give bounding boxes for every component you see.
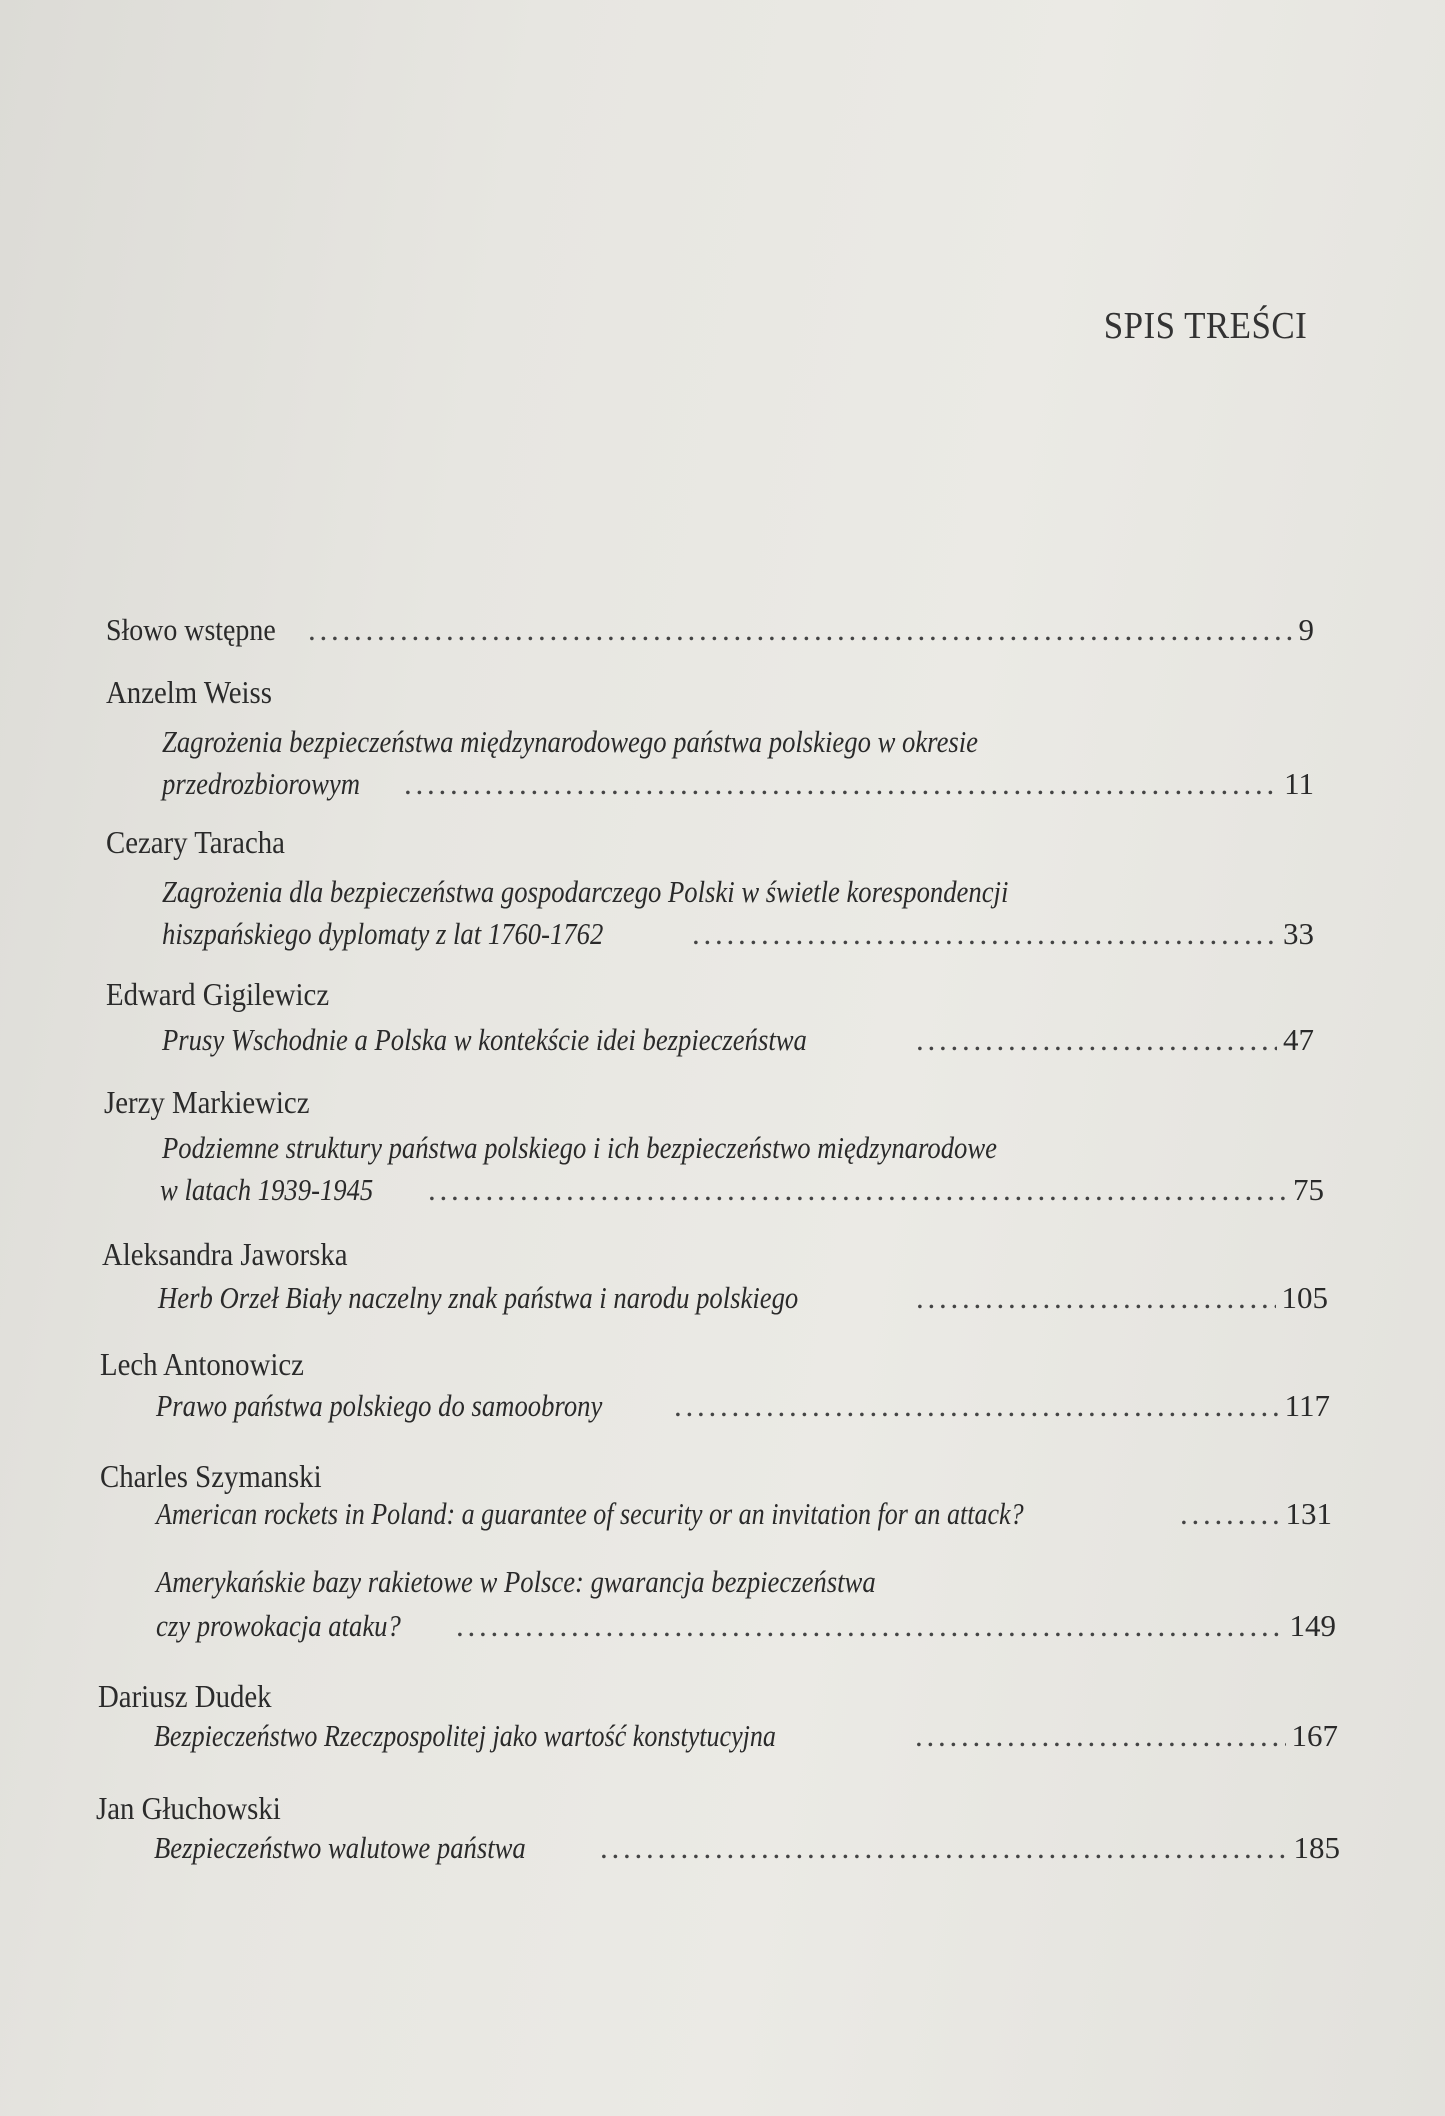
author-name: Dariusz Dudek xyxy=(98,1678,272,1714)
page-number: 47 xyxy=(1283,1022,1314,1057)
entry-title-line: Zagrożenia bezpieczeństwa międzynarodowego państwa polskiego w okresie xyxy=(162,724,979,759)
toc-entry[interactable] xyxy=(154,1720,1338,1751)
leader-dots xyxy=(404,768,1278,799)
author-name: Jerzy Markiewicz xyxy=(104,1084,310,1120)
page-number: 117 xyxy=(1284,1388,1330,1423)
entry-title-line: Zagrożenia dla bezpieczeństwa gospodarczego Polski w świetle korespondencji xyxy=(162,874,1009,909)
toc-entry[interactable] xyxy=(156,1610,1336,1641)
page-number: 131 xyxy=(1285,1496,1332,1531)
author-name: Cezary Taracha xyxy=(106,824,285,860)
leader-dots xyxy=(915,1720,1286,1751)
page-number: 75 xyxy=(1293,1172,1324,1207)
leader-dots xyxy=(600,1832,1288,1863)
toc-entry[interactable] xyxy=(154,1832,1340,1863)
toc-entry-preface[interactable] xyxy=(106,614,1314,645)
entry-title-line: Amerykańskie bazy rakietowe w Polsce: gwarancja bezpieczeństwa xyxy=(156,1564,876,1599)
page-number: 185 xyxy=(1293,1830,1340,1865)
author-name: Jan Głuchowski xyxy=(96,1790,281,1826)
toc-entry[interactable] xyxy=(156,1498,1332,1529)
page-number: 149 xyxy=(1289,1608,1336,1643)
page-title: SPIS TREŚCI xyxy=(1103,305,1307,347)
author-name: Edward Gigilewicz xyxy=(106,976,330,1012)
leader-dots xyxy=(428,1174,1287,1205)
entry-title-line: Herb Orzeł Biały naczelny znak państwa i narodu polskiego xyxy=(158,1280,799,1315)
toc-entry[interactable] xyxy=(156,1390,1330,1421)
author-name: Aleksandra Jaworska xyxy=(102,1236,348,1272)
entry-title-line: w latach 1939-1945 xyxy=(160,1172,374,1207)
leader-dots xyxy=(674,1390,1279,1421)
page-number: 11 xyxy=(1284,766,1314,801)
page-number: 9 xyxy=(1298,612,1314,647)
page-number: 167 xyxy=(1291,1718,1338,1753)
entry-title-line: Bezpieczeństwo walutowe państwa xyxy=(154,1830,526,1865)
entry-title-line: Prusy Wschodnie a Polska w kontekście idei bezpieczeństwa xyxy=(162,1022,807,1057)
entry-title-line: przedrozbiorowym xyxy=(162,766,360,801)
toc-entry[interactable] xyxy=(162,918,1314,949)
entry-title-line: Podziemne struktury państwa polskiego i ich bezpieczeństwo międzynarodowe xyxy=(162,1130,997,1165)
toc-entry[interactable] xyxy=(162,768,1314,799)
page-number: 105 xyxy=(1281,1280,1328,1315)
preface-label: Słowo wstępne xyxy=(106,612,276,647)
toc-entry[interactable] xyxy=(160,1174,1324,1205)
leader-dots xyxy=(1180,1498,1280,1529)
entry-title-line: hiszpańskiego dyplomaty z lat 1760-1762 xyxy=(162,916,604,951)
toc-entry[interactable] xyxy=(158,1282,1328,1313)
leader-dots xyxy=(456,1610,1284,1641)
entry-title-line: Bezpieczeństwo Rzeczpospolitej jako wartość konstytucyjna xyxy=(154,1718,776,1753)
entry-title-line: Prawo państwa polskiego do samoobrony xyxy=(156,1388,603,1423)
leader-dots xyxy=(308,614,1293,645)
page-number: 33 xyxy=(1283,916,1314,951)
leader-dots xyxy=(916,1024,1277,1055)
entry-title-line: czy prowokacja ataku? xyxy=(156,1608,401,1643)
author-name: Anzelm Weiss xyxy=(106,674,272,710)
leader-dots xyxy=(692,918,1277,949)
entry-title-line: American rockets in Poland: a guarantee of security or an invitation for an attack? xyxy=(156,1496,1024,1531)
leader-dots xyxy=(916,1282,1276,1313)
author-name: Lech Antonowicz xyxy=(100,1346,304,1382)
toc-entry[interactable] xyxy=(162,1024,1314,1055)
author-name: Charles Szymanski xyxy=(100,1458,322,1494)
